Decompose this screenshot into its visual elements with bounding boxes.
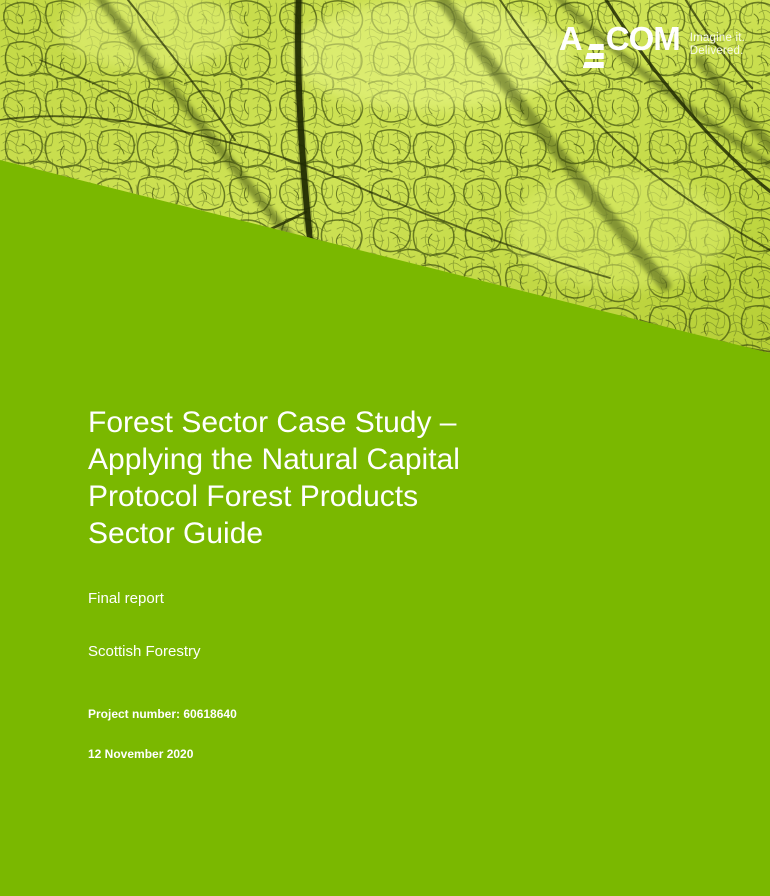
report-date: 12 November 2020 xyxy=(88,747,194,761)
cover-title-line: Protocol Forest Products xyxy=(88,480,419,513)
aecom-wordmark-a: A xyxy=(558,20,582,57)
logo-e-bar xyxy=(583,53,604,59)
aecom-logo xyxy=(559,22,745,68)
report-status-text: Final report xyxy=(88,590,164,607)
brand-tagline xyxy=(690,32,745,58)
aecom-wordmark xyxy=(559,22,680,68)
aecom-logo-e-bars xyxy=(583,44,604,68)
cover-title xyxy=(88,404,460,552)
project-number: Project number: 60618640 xyxy=(88,707,237,721)
aecom-wordmark-rest: COM xyxy=(605,20,680,57)
cover-title-line: Forest Sector Case Study – xyxy=(88,406,457,439)
tagline-line-1: Imagine it. xyxy=(689,32,745,44)
logo-e-bar xyxy=(583,44,604,50)
logo-e-bar xyxy=(583,62,604,68)
tagline-line-2: Delivered. xyxy=(689,45,744,57)
cover-title-line: Applying the Natural Capital xyxy=(88,443,460,476)
cover-title-line: Sector Guide xyxy=(88,517,264,550)
client-name: Scottish Forestry xyxy=(88,643,201,660)
